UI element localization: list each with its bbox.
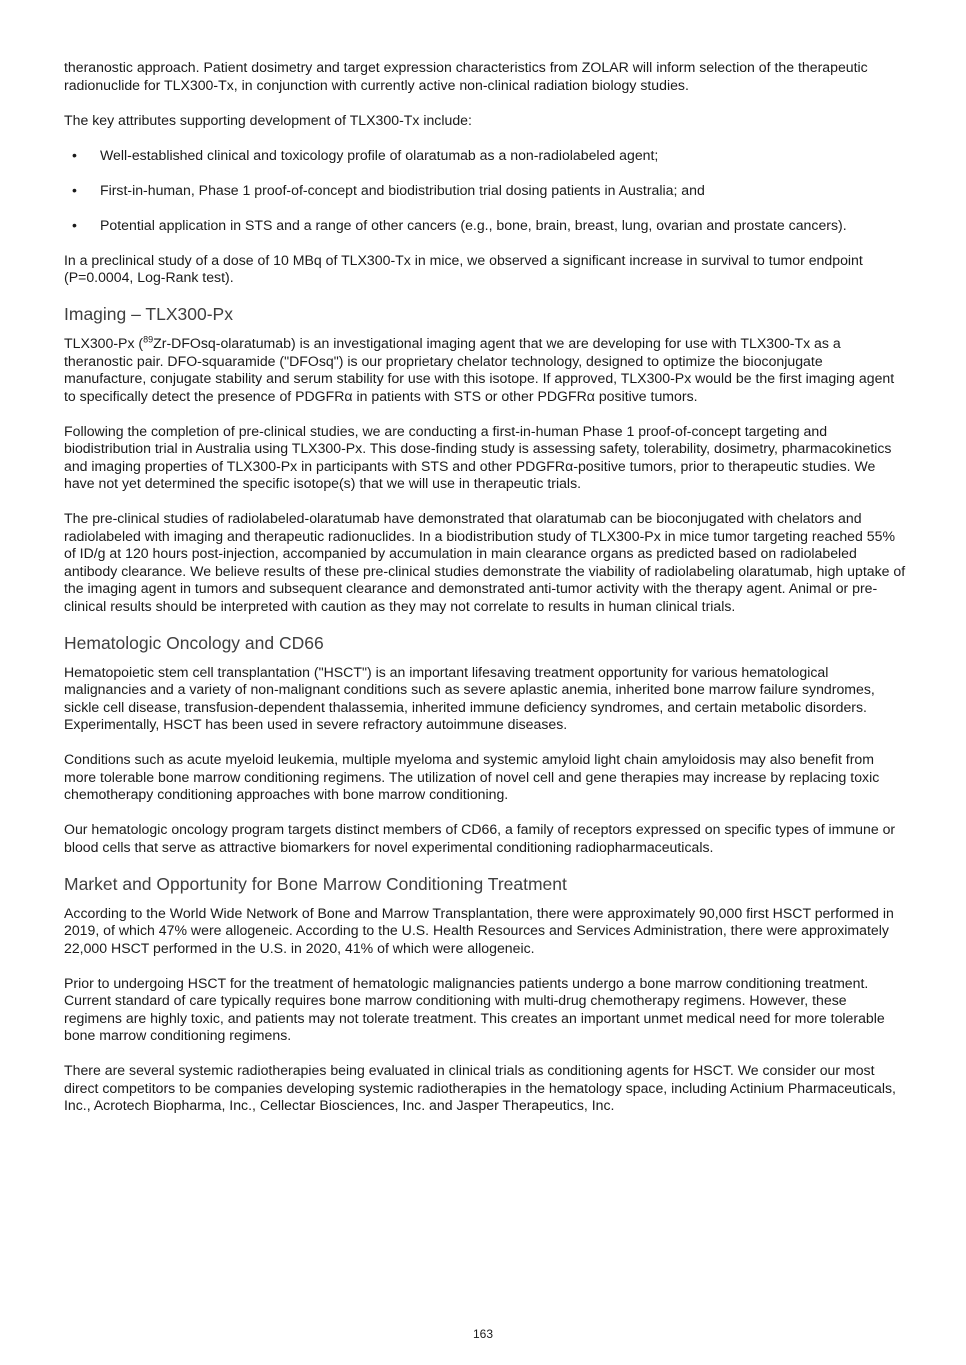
document-page (64, 59, 906, 1132)
bullet-icon: • (72, 181, 77, 198)
intro-continuation-paragraph: theranostic approach. Patient dosimetry and target expression characteristics from ZOLAR will inform selection of the therapeutic radionuclide for TLX300-Tx, in conjunction with currently active non-clinical radiation biology studies. (64, 59, 868, 93)
market-paragraph-2: Prior to undergoing HSCT for the treatment of hematologic malignancies patients undergo a bone marrow conditioning treatment. Current standard of care typically requires bone marrow conditioning with multi-drug chemotherapy regimens. However, these regimens are highly toxic, and patients may not tolerate treatment. This creates an important unmet medical need for more tolerable bone marrow conditioning regimens. (64, 974, 885, 1043)
list-item-text: Well-established clinical and toxicology profile of olaratumab as a non-radiolabeled agent; (100, 146, 659, 163)
bullet-icon: • (72, 146, 77, 163)
key-attributes-intro: The key attributes supporting development of TLX300-Tx include: (64, 111, 472, 128)
list-item-text: First-in-human, Phase 1 proof-of-concept and biodistribution trial dosing patients in Australia; and (100, 181, 705, 198)
market-section-heading: Market and Opportunity for Bone Marrow Conditioning Treatment (64, 873, 567, 894)
hematologic-paragraph-2: Conditions such as acute myeloid leukemia, multiple myeloma and systemic amyloid light chain amyloidosis may also benefit from more tolerable bone marrow conditioning regimens. The utilization of novel cell and gene therapies may increase by replacing toxic chemotherapy conditioning approaches with bone marrow conditioning. (64, 751, 880, 802)
imaging-p1-lead: TLX300-Px ( (64, 335, 144, 351)
market-paragraph-3: There are several systemic radiotherapies being evaluated in clinical trials as conditioning agents for HSCT. We consider our most direct competitors to be companies developing systemic radiotherapies in the hematology space, including Actinium Pharmaceuticals, Inc., Acrotech Biopharma, Inc., Cellectar Biosciences, Inc. and Jasper Therapeutics, Inc. (64, 1062, 896, 1113)
list-item (64, 217, 906, 235)
list-item (64, 182, 906, 200)
imaging-paragraph-2: Following the completion of pre-clinical studies, we are conducting a first-in-human Phase 1 proof-of-concept targeting and biodistribution trial in Australia using TLX300-Px. This dose-finding study is assessing safety, tolerability, dosimetry, pharmacokinetics and imaging properties of TLX300-Px in participants with STS and other PDGFRα-positive tumors, prior to therapeutic studies. We have not yet determined the specific isotope(s) that we will use in therapeutic trials. (64, 422, 892, 491)
page-number: 163 (472, 1327, 494, 1341)
list-item-text: Potential application in STS and a range of other cancers (e.g., bone, brain, breast, lung, ovarian and prostate cancers). (100, 216, 847, 233)
isotope-mass-superscript: 89 (143, 334, 154, 345)
market-paragraph-1: According to the World Wide Network of Bone and Marrow Transplantation, there were approximately 90,000 first HSCT performed in 2019, of which 47% were allogeneic. According to the U.S. Health Resources and Services Administration, there were approximately 22,000 HSCT performed in the U.S. in 2020, 41% of which were allogeneic. (64, 904, 894, 956)
imaging-section-heading: Imaging – TLX300-Px (64, 304, 233, 324)
imaging-p1-body: Zr-DFOsq-olaratumab) is an investigational imaging agent that we are developing for use with TLX300-Tx as a theranostic pair. DFO-squaramide ("DFOsq") is our proprietary chelator technology, designed to optimize the bioconjugate manufacture, conjugate stability and serum stability for use with this isotope. If approved, TLX300-Px would be the first imaging agent to specifically detect the presence of PDGFRα in patients with STS or other PDGFRα positive tumors. (64, 335, 895, 404)
bullet-icon: • (72, 216, 77, 233)
imaging-paragraph-1 (64, 335, 906, 405)
key-attributes-list (64, 147, 906, 235)
hematologic-paragraph-1: Hematopoietic stem cell transplantation ("HSCT") is an important lifesaving treatment opportunity for various hematological malignancies and a variety of non-malignant conditions such as severe aplastic anemia, inherited bone marrow failure syndromes, sickle cell disease, transfusion-dependent thalassemia, inherited immune deficiency syndromes, and certain metabolic disorders. Experimentally, HSCT has been used in severe refractory autoimmune diseases. (64, 663, 875, 732)
list-item (64, 147, 906, 165)
imaging-paragraph-3: The pre-clinical studies of radiolabeled-olaratumab have demonstrated that olaratumab can be bioconjugated with chelators and radiolabeled with imaging and therapeutic radionuclides. In a biodistribution study of TLX300-Px in mice tumor targeting reached 55% of ID/g at 120 hours post-injection, accompanied by accumulation in main clearance organs as predicted based on radiolabeled antibody clearance. We believe results of these pre-clinical studies demonstrate the viability of radiolabeling olaratumab, high uptake of the imaging agent in tumors and subsequent clearance and demonstrated anti-tumor activity with the therapy agent. Animal or pre-clinical results should be interpreted with caution as they may not correlate to results in human clinical trials. (64, 510, 906, 614)
preclinical-study-paragraph: In a preclinical study of a dose of 10 MBq of TLX300-Tx in mice, we observed a significant increase in survival to tumor endpoint (P=0.0004, Log-Rank test). (64, 251, 863, 285)
hematologic-paragraph-3: Our hematologic oncology program targets distinct members of CD66, a family of receptors expressed on specific types of immune or blood cells that serve as attractive biomarkers for novel experimental conditioning radiopharmaceuticals. (64, 821, 896, 855)
hematologic-section-heading: Hematologic Oncology and CD66 (64, 632, 324, 653)
